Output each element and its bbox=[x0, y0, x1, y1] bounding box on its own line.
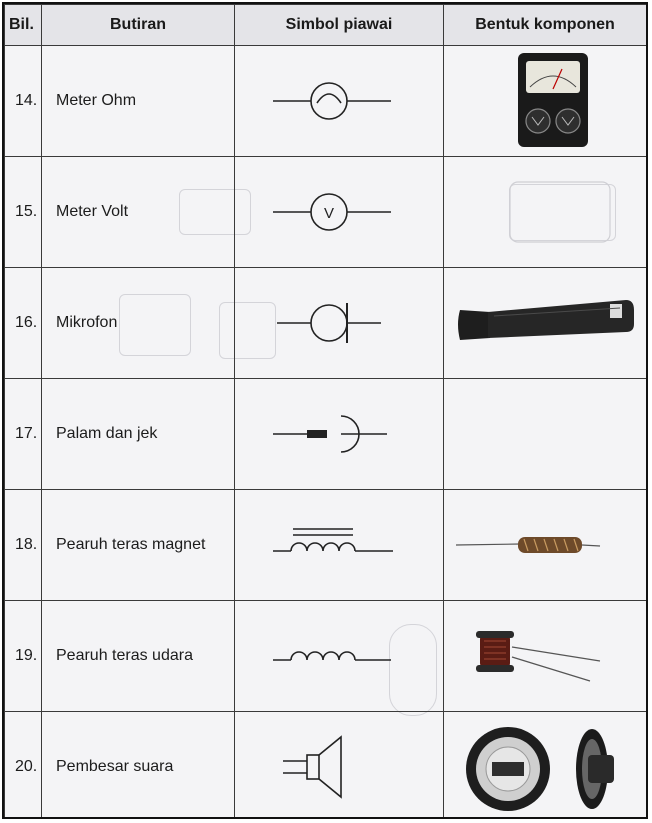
air-core-inductor-symbol-icon bbox=[269, 626, 409, 686]
table-header-row bbox=[5, 5, 647, 46]
row-number: 17. bbox=[5, 379, 42, 490]
voltmeter-symbol-icon bbox=[269, 182, 409, 242]
loudspeaker-symbol-icon bbox=[269, 727, 409, 807]
item-name: Pembesar suara bbox=[42, 712, 235, 820]
loudspeaker-photo-icon bbox=[450, 717, 640, 817]
component-table-frame bbox=[2, 2, 648, 819]
row-number: 20. bbox=[5, 712, 42, 820]
ohmmeter-photo-icon bbox=[470, 51, 620, 151]
plug-jack-symbol-icon bbox=[269, 404, 409, 464]
microphone-photo-icon bbox=[450, 288, 640, 358]
table-row bbox=[5, 712, 647, 820]
item-name: Pearuh teras magnet bbox=[42, 490, 235, 601]
voltmeter-letter: V bbox=[323, 205, 335, 222]
microphone-symbol-icon bbox=[269, 293, 409, 353]
row-number: 19. bbox=[5, 601, 42, 712]
header-butiran: Butiran bbox=[42, 5, 235, 46]
table-row bbox=[5, 268, 647, 379]
ohmmeter-symbol-icon bbox=[269, 71, 409, 131]
air-core-inductor-photo-icon bbox=[450, 621, 640, 691]
plug-jack-photo-icon bbox=[444, 379, 647, 490]
component-table bbox=[4, 4, 647, 819]
header-bil: Bil. bbox=[5, 5, 42, 46]
item-name: Palam dan jek bbox=[42, 379, 235, 490]
table-row bbox=[5, 379, 647, 490]
item-name: Meter Volt bbox=[42, 157, 235, 268]
table-row bbox=[5, 157, 647, 268]
row-number: 18. bbox=[5, 490, 42, 601]
row-number: 14. bbox=[5, 46, 42, 157]
table-row bbox=[5, 601, 647, 712]
item-name: Meter Ohm bbox=[42, 46, 235, 157]
header-bentuk-komponen: Bentuk komponen bbox=[444, 5, 647, 46]
table-row bbox=[5, 46, 647, 157]
magnetic-core-inductor-symbol-icon bbox=[269, 515, 409, 575]
header-simbol-piawai: Simbol piawai bbox=[235, 5, 444, 46]
row-number: 15. bbox=[5, 157, 42, 268]
magnetic-core-inductor-photo-icon bbox=[450, 525, 640, 565]
table-row bbox=[5, 490, 647, 601]
row-number: 16. bbox=[5, 268, 42, 379]
voltmeter-photo-icon bbox=[470, 162, 620, 262]
item-name: Mikrofon bbox=[42, 268, 235, 379]
item-name: Pearuh teras udara bbox=[42, 601, 235, 712]
